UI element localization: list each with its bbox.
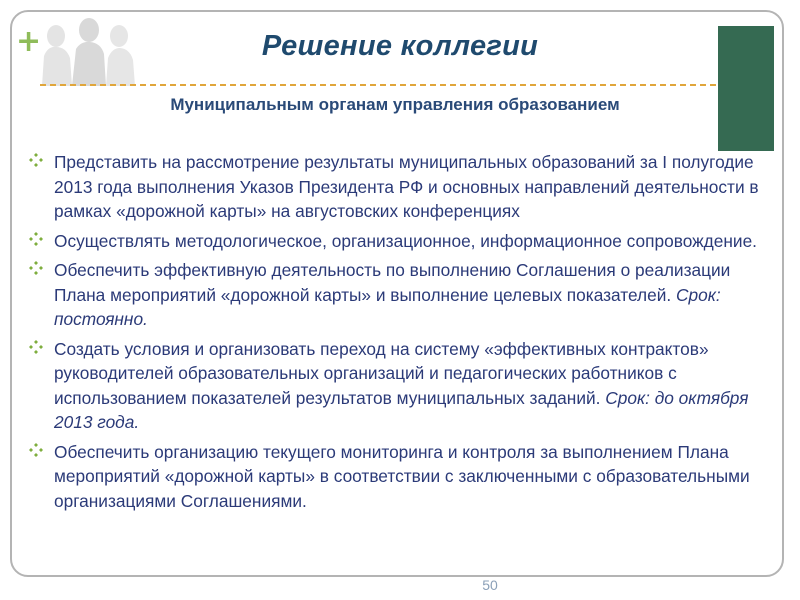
bullet-text: Обеспечить эффективную деятельность по выполнению Соглашения о реализации Плана мероприятий «дорожной карты» и выполнение целевых показателей. [54,260,731,305]
list-item [28,440,773,514]
bullet-list [28,150,773,518]
page-number: 50 [482,577,498,593]
bullet-text: Представить на рассмотрение результаты муниципальных образований за I полугодие 2013 года выполнения Указов Президента РФ и основных направлений деятельности в рамках «дорожной карты» на августовских конференциях [54,152,759,221]
list-item [28,150,773,224]
deadline-text: Срок: постоянно. [54,284,721,329]
diamond-bullet-icon [28,231,44,247]
green-accent-block [718,26,774,151]
bullet-text: Создать условия и организовать переход на систему «эффективных контрактов» руководителей образовательных организаций и педагогических работников с использованием показателей результатов муниципальных заданий. [54,338,709,408]
bullet-text: Осуществлять методологическое, организационное, информационное сопровождение. [54,230,757,251]
diamond-bullet-icon [28,339,44,355]
plus-icon: + [16,24,42,59]
people-silhouette-icon [34,16,144,86]
bullet-text: Обеспечить организацию текущего мониторинга и контроля за выполнением Плана мероприятий «дорожной карты» в соответствии с заключенными с образовательными организациями Соглашениями. [54,441,750,511]
slide-title: Решение коллегии [261,30,539,62]
list-item [28,258,773,332]
diamond-bullet-icon [28,152,44,168]
diamond-bullet-icon [28,260,44,276]
diamond-bullet-icon [28,442,44,458]
list-item [28,337,773,435]
slide-subtitle: Муниципальным органам управления образованием [170,95,620,114]
list-item [28,229,773,254]
deadline-text: Срок: до октября 2013 года. [54,387,749,432]
title-divider [40,84,716,86]
